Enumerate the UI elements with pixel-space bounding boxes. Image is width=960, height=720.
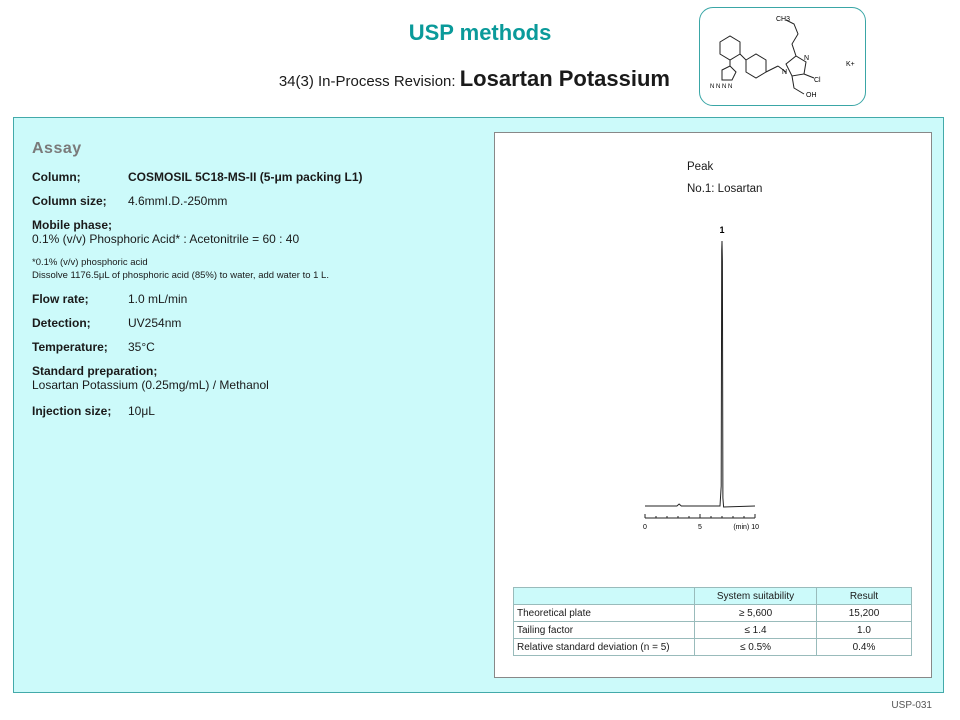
- note-line-2: Dissolve 1176.5μL of phosphoric acid (85%) to water, add water to 1 L.: [32, 270, 329, 281]
- row-requirement: ≥ 5,600: [695, 605, 817, 622]
- table-row: [514, 639, 912, 656]
- injection-row: [32, 404, 155, 418]
- row-requirement: ≤ 1.4: [695, 622, 817, 639]
- flow-rate-value: 1.0 mL/min: [128, 292, 188, 306]
- page-subtitle: [200, 66, 670, 92]
- header-cell-blank: [514, 588, 695, 605]
- temperature-row: [32, 340, 155, 354]
- injection-value: 10μL: [128, 404, 155, 418]
- table-row: [514, 622, 912, 639]
- row-name: Relative standard deviation (n = 5): [514, 639, 695, 656]
- flow-rate-label: Flow rate;: [32, 292, 89, 306]
- mobile-phase-value: 0.1% (v/v) Phosphoric Acid* : Acetonitrile = 60 : 40: [32, 232, 300, 246]
- compound-name: Losartan Potassium: [459, 66, 670, 91]
- n-label-top: N: [804, 55, 810, 62]
- peak-list-item: No.1: Losartan: [687, 183, 763, 195]
- potassium-label: K+: [846, 61, 855, 68]
- standard-value: Losartan Potassium (0.25mg/mL) / Methanol: [32, 378, 269, 392]
- revision-prefix: 34(3) In-Process Revision:: [278, 73, 460, 90]
- table-row: [514, 605, 912, 622]
- header-cell-result: Result: [817, 588, 912, 605]
- system-suitability-table: [513, 587, 912, 656]
- standard-preparation-block: [32, 364, 269, 392]
- time-tick-label: 5: [698, 524, 702, 531]
- structure-drawing: [700, 8, 865, 105]
- column-size-label: Column size;: [32, 194, 107, 208]
- ch3-label: CH3: [776, 16, 791, 23]
- tetrazole-label: N N N N: [710, 84, 733, 90]
- note-line-1: *0.1% (v/v) phosphoric acid: [32, 257, 148, 268]
- peak-number-label: 1: [719, 225, 725, 235]
- slide-code: USP-031: [891, 700, 932, 711]
- injection-label: Injection size;: [32, 404, 112, 418]
- column-value: COSMOSIL 5C18-MS-II (5-μm packing L1): [128, 170, 363, 184]
- temperature-value: 35°C: [128, 340, 155, 354]
- row-requirement: ≤ 0.5%: [695, 639, 817, 656]
- row-result: 15,200: [817, 605, 912, 622]
- method-panel: [13, 117, 944, 693]
- detection-value: UV254nm: [128, 316, 182, 330]
- column-label: Column;: [32, 170, 81, 184]
- time-tick-label: 0: [643, 524, 647, 531]
- row-name: Theoretical plate: [514, 605, 695, 622]
- column-size-row: [32, 194, 227, 208]
- phosphoric-acid-note: [32, 256, 329, 282]
- standard-label: Standard preparation;: [32, 364, 158, 378]
- oh-label: OH: [806, 92, 817, 99]
- mobile-phase-block: [32, 218, 299, 246]
- row-result: 0.4%: [817, 639, 912, 656]
- row-result: 1.0: [817, 622, 912, 639]
- cl-label: Cl: [814, 77, 821, 84]
- column-row: [32, 170, 363, 184]
- flow-rate-row: [32, 292, 187, 306]
- column-size-value: 4.6mmI.D.-250mm: [128, 194, 228, 208]
- header-cell-suitability: System suitability: [695, 588, 817, 605]
- n-label-ring: N: [782, 69, 788, 76]
- table-header-row: [514, 588, 912, 605]
- detection-label: Detection;: [32, 316, 91, 330]
- time-tick-label: (min) 10: [733, 524, 759, 531]
- section-title: Assay: [32, 140, 82, 157]
- mobile-phase-label: Mobile phase;: [32, 218, 113, 232]
- chemical-structure: [699, 7, 866, 106]
- page-title: USP methods: [408, 20, 552, 45]
- chromatogram-trace: [645, 241, 755, 507]
- row-name: Tailing factor: [514, 622, 695, 639]
- temperature-label: Temperature;: [32, 340, 108, 354]
- chromatogram-panel: [494, 132, 932, 678]
- detection-row: [32, 316, 181, 330]
- peak-heading: Peak: [687, 161, 714, 173]
